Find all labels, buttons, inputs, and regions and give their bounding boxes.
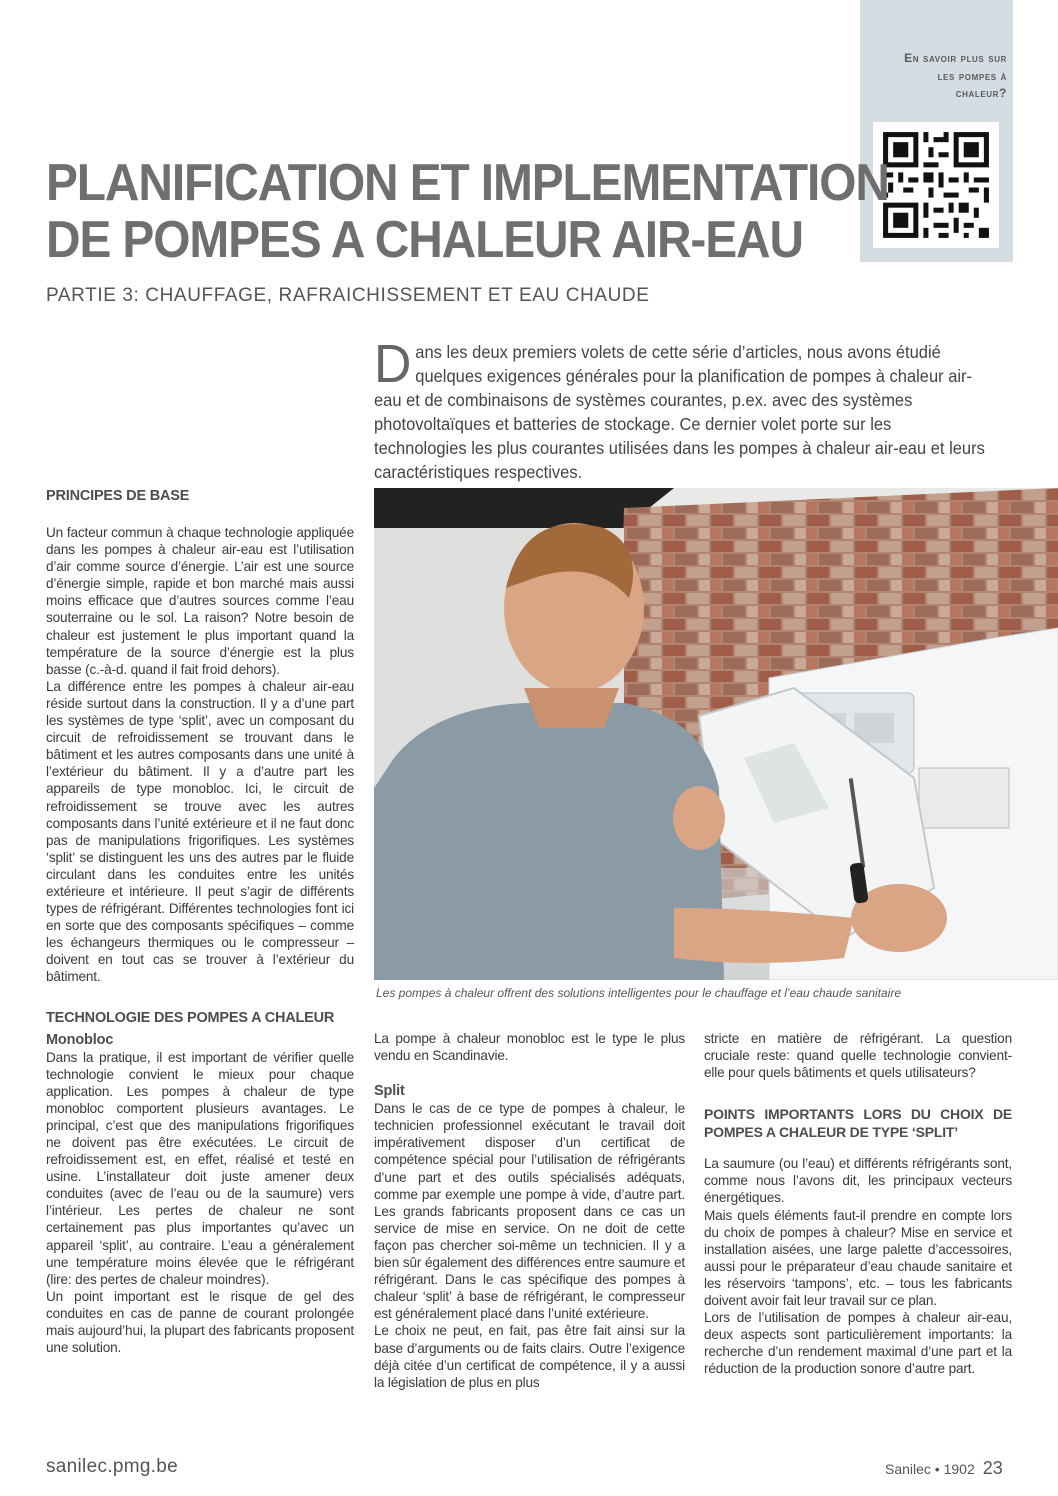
column-3 — [704, 1030, 1012, 1378]
paragraph: Un point important est le risque de gel des conduites en cas de panne de courant prolongée mais aujourd’hui, la plupart des fabricants proposent une solution. — [46, 1288, 354, 1356]
website-link[interactable]: sanilec.pmg.be — [46, 1456, 178, 1477]
column-2 — [374, 1030, 685, 1391]
heading-technologie: TECHNOLOGIE DES POMPES A CHALEUR — [46, 1009, 335, 1026]
paragraph: La pompe à chaleur monobloc est le type le plus vendu en Scandinavie. — [374, 1031, 685, 1064]
paragraph: Un facteur commun à chaque technologie appliquée dans les pompes à chaleur air-eau est l’utilisation d’air comme source d’énergie. L’air est une source d’énergie simple, rapide et bon marché mais aussi moins efficace que d’autres sources comme l’eau souterraine ou le sol. La raison? Notre besoin de chaleur est justement le plus important quand la température de la source d’énergie est la plus basse (c.-à-d. quand il fait froid dehors). — [46, 525, 354, 677]
intro-paragraph — [374, 334, 986, 484]
page-number: 23 — [982, 1458, 1003, 1478]
paragraph: Le choix ne peut, en fait, pas être fait ainsi sur la base d’arguments ou de faits clairs. Outre l’exigence déjà citée d’un certificat de compétence, il y a aussi la législation de plus en plus — [374, 1323, 685, 1390]
paragraph: La saumure (ou l’eau) et différents réfrigérants sont, comme nous l’avons dit, les principaux vecteurs énergétiques. — [704, 1156, 1012, 1206]
heading-points-importants: POINTS IMPORTANTS LORS DU CHOIX DE POMPES A CHALEUR DE TYPE ‘SPLIT’ — [704, 1106, 1012, 1141]
photo-illustration — [374, 488, 1058, 980]
intro-text: ans les deux premiers volets de cette série d’articles, nous avons étudié quelques exigences générales pour la planification de pompes à chaleur air-eau et de combinaisons de systèmes courantes, p.ex. avec des systèmes photovoltaïques et batteries de stockage. Ce dernier volet porte sur les technologies les plus courantes utilisées dans les pompes à chaleur air-eau et leurs caractéristiques respectives. — [374, 342, 985, 482]
paragraph: Mais quels éléments faut-il prendre en compte lors du choix de pompes à chaleur? Mise en service et installation aisées, une large palette d’accessoires, aussi pour le préparateur d’eau chaude sanitaire et les réservoirs ‘tampons’, etc. – tous les fabricants doivent avoir fait leur travail sur ce plan. — [704, 1207, 1012, 1309]
column-1 — [46, 488, 354, 1356]
technician-photo — [374, 488, 1058, 980]
qr-code-graphic — [873, 122, 999, 248]
qr-code-icon[interactable] — [873, 122, 999, 248]
issue-label: Sanilec • 1902 — [885, 1461, 975, 1477]
page-title: PLANIFICATION ET IMPLEMENTATION DE POMPES A CHALEUR AIR-EAU — [46, 154, 889, 269]
paragraph: La différence entre les pompes à chaleur air-eau réside surtout dans la construction. Il y a d’une part les systèmes de type ‘split’, avec un composant du circuit de refroidissement se trouvant dans le bâtiment et les autres composants dans une unité à l’extérieur du bâtiment. Il y a d’autre part les appareils de type monobloc. Ici, le circuit de refroidissement se trouve avec les autres composants dans l’unité extérieure et il ne faut donc pas de manipulations frigorifiques. Les systèmes ‘split’ se distinguent les uns des autres par le fluide circulant dans les conduites entre les unités extérieure et intérieure. Il peut s’agir de différents types de réfrigérant. Différentes technologies font ici en sorte que des composants spécifiques – comme les échangeurs thermiques ou le compresseur – doivent en tout cas se trouver à l’extérieur du bâtiment. — [46, 678, 354, 985]
heading-principes: PRINCIPES DE BASE — [46, 488, 190, 504]
paragraph: Dans la pratique, il est important de vérifier quelle technologie convient le mieux pour chaque application. Les pompes à chaleur de type monobloc comportent plusieurs avantages. Le principal, c’est que des manipulations frigorifiques ne doivent pas être exécutées. Le circuit de refroidissement est, en effet, réalisé et testé en usine. L’installateur doit juste amener deux conduites (avec de l’eau ou de la saumure) vers l’intérieur. Les pertes de chaleur ne sont certainement pas plus importantes qu’avec un appareil ‘split’, au contraire. L’eau a généralement une température moins élevée que le réfrigérant (lire: des pertes de chaleur moindres). — [46, 1049, 354, 1287]
paragraph: stricte en matière de réfrigérant. La question cruciale reste: quand quelle technologie convient-elle pour quels bâtiments et quels utilisateurs? — [704, 1031, 1012, 1081]
heading-split: Split — [374, 1083, 405, 1100]
paragraph: Lors de l’utilisation de pompes à chaleur air-eau, deux aspects sont particulièrement importants: la recherche d’un rendement maximal d’une part et la réduction de la production sonore d’autre part. — [704, 1310, 1012, 1377]
page-subtitle: PARTIE 3: CHAUFFAGE, RAFRAICHISSEMENT ET EAU CHAUDE — [46, 285, 650, 306]
qr-heading: En savoir plus sur les pompes à chaleur? — [904, 51, 1007, 100]
page-footer — [885, 1458, 1003, 1479]
heading-monobloc: Monobloc — [46, 1031, 114, 1048]
drop-cap: D — [374, 334, 412, 394]
paragraph: Dans le cas de ce type de pompes à chaleur, le technicien professionnel exécutant le travail doit impérativement disposer d’un certificat de compétence spécial pour l’utilisation de réfrigérants d’une part et des outils spécialisés adéquats, comme par exemple une pompe à vide, d’autre part. Les grands fabricants proposent dans ce cas un service de mise en service. On ne doit de cette façon pas chercher soi-même un technicien. Il y a bien sûr également des différences entre saumure et réfrigérant. Dans le cas spécifique des pompes à chaleur ‘split’ à base de réfrigérant, le compresseur est généralement placé dans l’unité extérieure. — [374, 1101, 685, 1322]
photo-caption: Les pompes à chaleur offrent des solutions intelligentes pour le chauffage et l’eau chaude sanitaire — [376, 986, 902, 1000]
